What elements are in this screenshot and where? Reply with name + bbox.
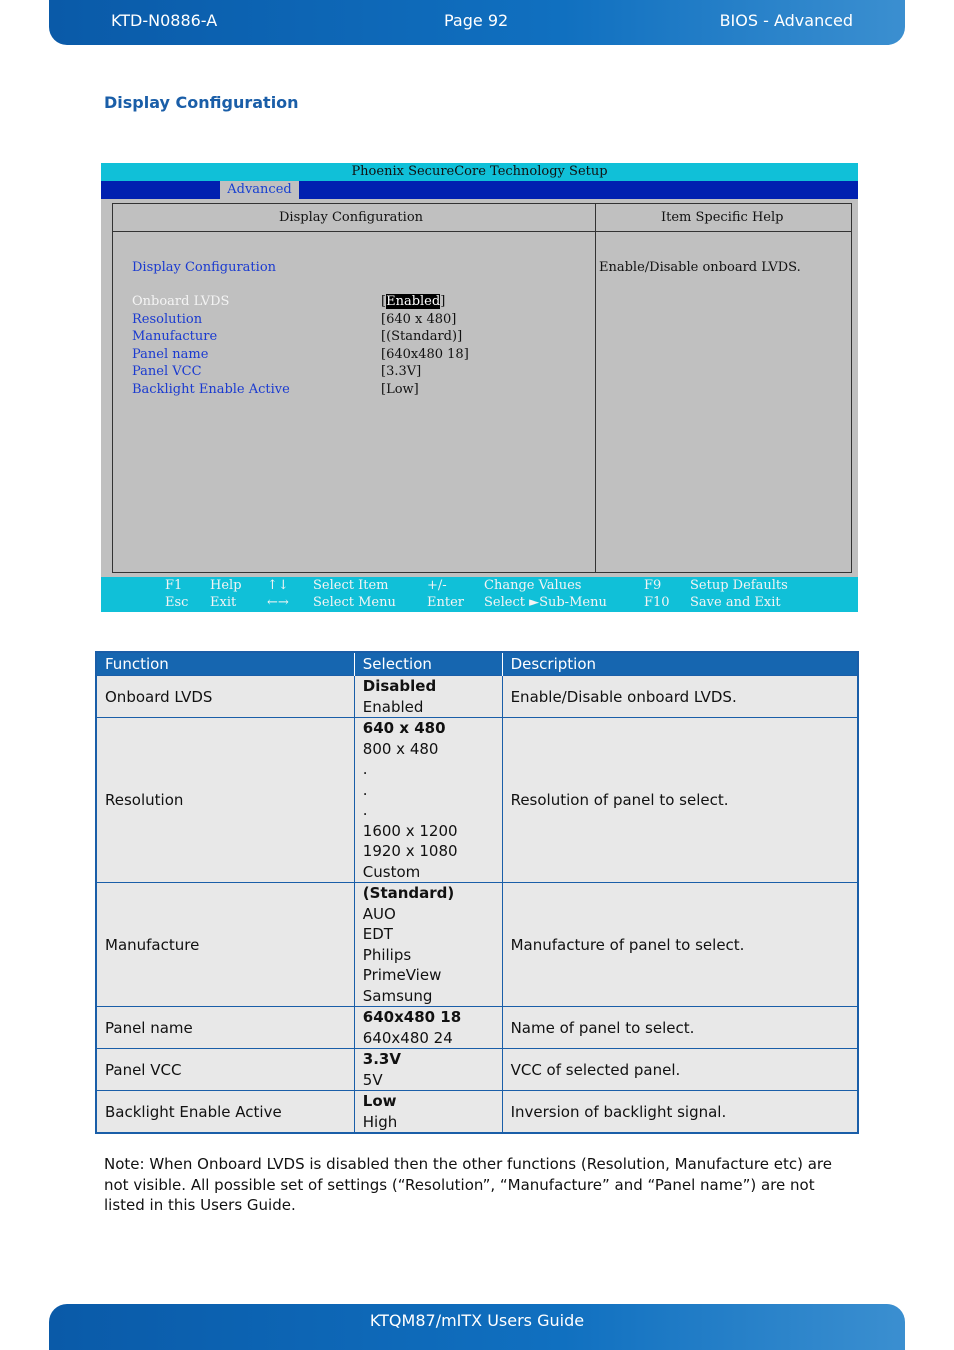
key-f10: F10 xyxy=(644,595,670,610)
selection-cell xyxy=(354,883,502,1007)
bios-value-manufacture[interactable]: [(Standard)] xyxy=(381,329,463,344)
bios-key-legend xyxy=(101,577,858,612)
selection-cell xyxy=(354,676,502,718)
bios-group-title: Display Configuration xyxy=(132,260,277,275)
option: Custom xyxy=(362,862,421,881)
page-number: Page 92 xyxy=(444,11,509,30)
bios-value-onboard-lvds[interactable] xyxy=(381,294,445,309)
key-f9: F9 xyxy=(644,578,662,593)
bios-menubar xyxy=(101,181,858,199)
function-cell: Panel name xyxy=(96,1007,354,1049)
table-row xyxy=(96,883,858,1007)
chapter-title: BIOS - Advanced xyxy=(719,11,853,30)
col-header-selection: Selection xyxy=(354,652,502,676)
option: Samsung xyxy=(362,986,433,1005)
key-plusminus-action: Change Values xyxy=(484,578,582,593)
key-updown-action: Select Item xyxy=(313,578,389,593)
selected-value: Enabled xyxy=(386,294,441,309)
function-cell: Panel VCC xyxy=(96,1049,354,1091)
key-updown: ↑↓ xyxy=(267,578,289,593)
option: . xyxy=(362,780,368,799)
bios-help-text: Enable/Disable onboard LVDS. xyxy=(599,260,801,275)
selection-cell xyxy=(354,1049,502,1091)
default-option: (Standard) xyxy=(362,884,455,902)
key-f1: F1 xyxy=(165,578,183,593)
function-table xyxy=(95,651,859,1134)
table-row xyxy=(96,718,858,883)
option: AUO xyxy=(362,904,396,923)
bios-item-panel-vcc[interactable]: Panel VCC xyxy=(132,364,202,379)
bios-tab-advanced[interactable]: Advanced xyxy=(220,181,299,199)
table-row xyxy=(96,1007,858,1049)
default-option: 3.3V xyxy=(362,1050,401,1068)
option: . xyxy=(362,801,368,819)
key-enter-action: Select ►Sub-Menu xyxy=(484,595,607,610)
selection-cell xyxy=(354,718,502,883)
key-esc: Esc xyxy=(165,595,189,610)
default-option: Low xyxy=(362,1092,397,1110)
description-cell: VCC of selected panel. xyxy=(502,1049,858,1091)
bracket: [ xyxy=(381,294,387,309)
key-esc-action: Exit xyxy=(210,595,237,610)
option: 800 x 480 xyxy=(362,739,439,758)
bios-screen xyxy=(101,163,858,612)
bios-value-backlight[interactable]: [Low] xyxy=(381,382,419,397)
bios-item-onboard-lvds[interactable]: Onboard LVDS xyxy=(132,294,230,309)
key-leftright: ←→ xyxy=(267,595,289,610)
option: 5V xyxy=(362,1070,383,1089)
option: Philips xyxy=(362,945,412,964)
selection-cell xyxy=(354,1091,502,1134)
note-paragraph: Note: When Onboard LVDS is disabled then the other functions (Resolution, Manufacture etc) are not visible. All possible set of settings (“Resolution”, “Manufacture” and “Panel name”) are not listed in this Users Guide. xyxy=(104,1155,832,1214)
option: PrimeView xyxy=(362,966,442,984)
option: High xyxy=(362,1112,398,1131)
option: . xyxy=(362,760,368,778)
table-row xyxy=(96,1091,858,1134)
option: 640x480 24 xyxy=(362,1028,453,1047)
bios-value-panel-vcc[interactable]: [3.3V] xyxy=(381,364,422,379)
key-f10-action: Save and Exit xyxy=(690,595,781,610)
description-cell: Enable/Disable onboard LVDS. xyxy=(502,676,858,718)
default-option: 640 x 480 xyxy=(362,719,446,737)
bios-item-backlight[interactable]: Backlight Enable Active xyxy=(132,382,290,397)
bios-value-panel-name[interactable]: [640x480 18] xyxy=(381,347,469,362)
option: 1920 x 1080 xyxy=(362,842,458,860)
col-header-function: Function xyxy=(96,652,354,676)
table-header-row xyxy=(96,652,858,676)
bios-frame xyxy=(112,203,852,573)
key-enter: Enter xyxy=(427,595,464,610)
default-option: Disabled xyxy=(362,677,437,695)
bios-value-resolution[interactable]: [640 x 480] xyxy=(381,312,457,327)
function-cell: Manufacture xyxy=(96,883,354,1007)
description-cell: Inversion of backlight signal. xyxy=(502,1091,858,1134)
bios-item-resolution[interactable]: Resolution xyxy=(132,312,203,327)
table-row xyxy=(96,676,858,718)
footer-title: KTQM87/mITX Users Guide xyxy=(369,1311,585,1330)
default-option: 640x480 18 xyxy=(362,1008,462,1026)
function-cell: Backlight Enable Active xyxy=(96,1091,354,1134)
description-cell: Resolution of panel to select. xyxy=(502,718,858,883)
key-f1-action: Help xyxy=(210,578,242,593)
bios-divider xyxy=(595,204,596,572)
doc-id: KTD-N0886-A xyxy=(111,11,218,30)
page-header xyxy=(49,0,905,45)
key-f9-action: Setup Defaults xyxy=(690,578,788,593)
table-row xyxy=(96,1049,858,1091)
function-cell: Resolution xyxy=(96,718,354,883)
function-cell: Onboard LVDS xyxy=(96,676,354,718)
col-header-description: Description xyxy=(502,652,858,676)
bios-left-header: Display Configuration xyxy=(279,210,424,225)
bios-item-manufacture[interactable]: Manufacture xyxy=(132,329,218,344)
page-footer xyxy=(49,1304,905,1350)
bios-item-panel-name[interactable]: Panel name xyxy=(132,347,209,362)
option: Enabled xyxy=(362,697,424,716)
description-cell: Name of panel to select. xyxy=(502,1007,858,1049)
section-title: Display Configuration xyxy=(104,93,299,112)
key-plusminus: +/- xyxy=(427,578,447,593)
bios-divider xyxy=(113,231,851,232)
description-cell: Manufacture of panel to select. xyxy=(502,883,858,1007)
key-leftright-action: Select Menu xyxy=(313,595,396,610)
bracket: ] xyxy=(440,294,446,309)
bios-right-header: Item Specific Help xyxy=(661,210,784,225)
bios-title: Phoenix SecureCore Technology Setup xyxy=(101,163,858,181)
selection-cell xyxy=(354,1007,502,1049)
option: EDT xyxy=(362,925,393,943)
option: 1600 x 1200 xyxy=(362,821,458,840)
